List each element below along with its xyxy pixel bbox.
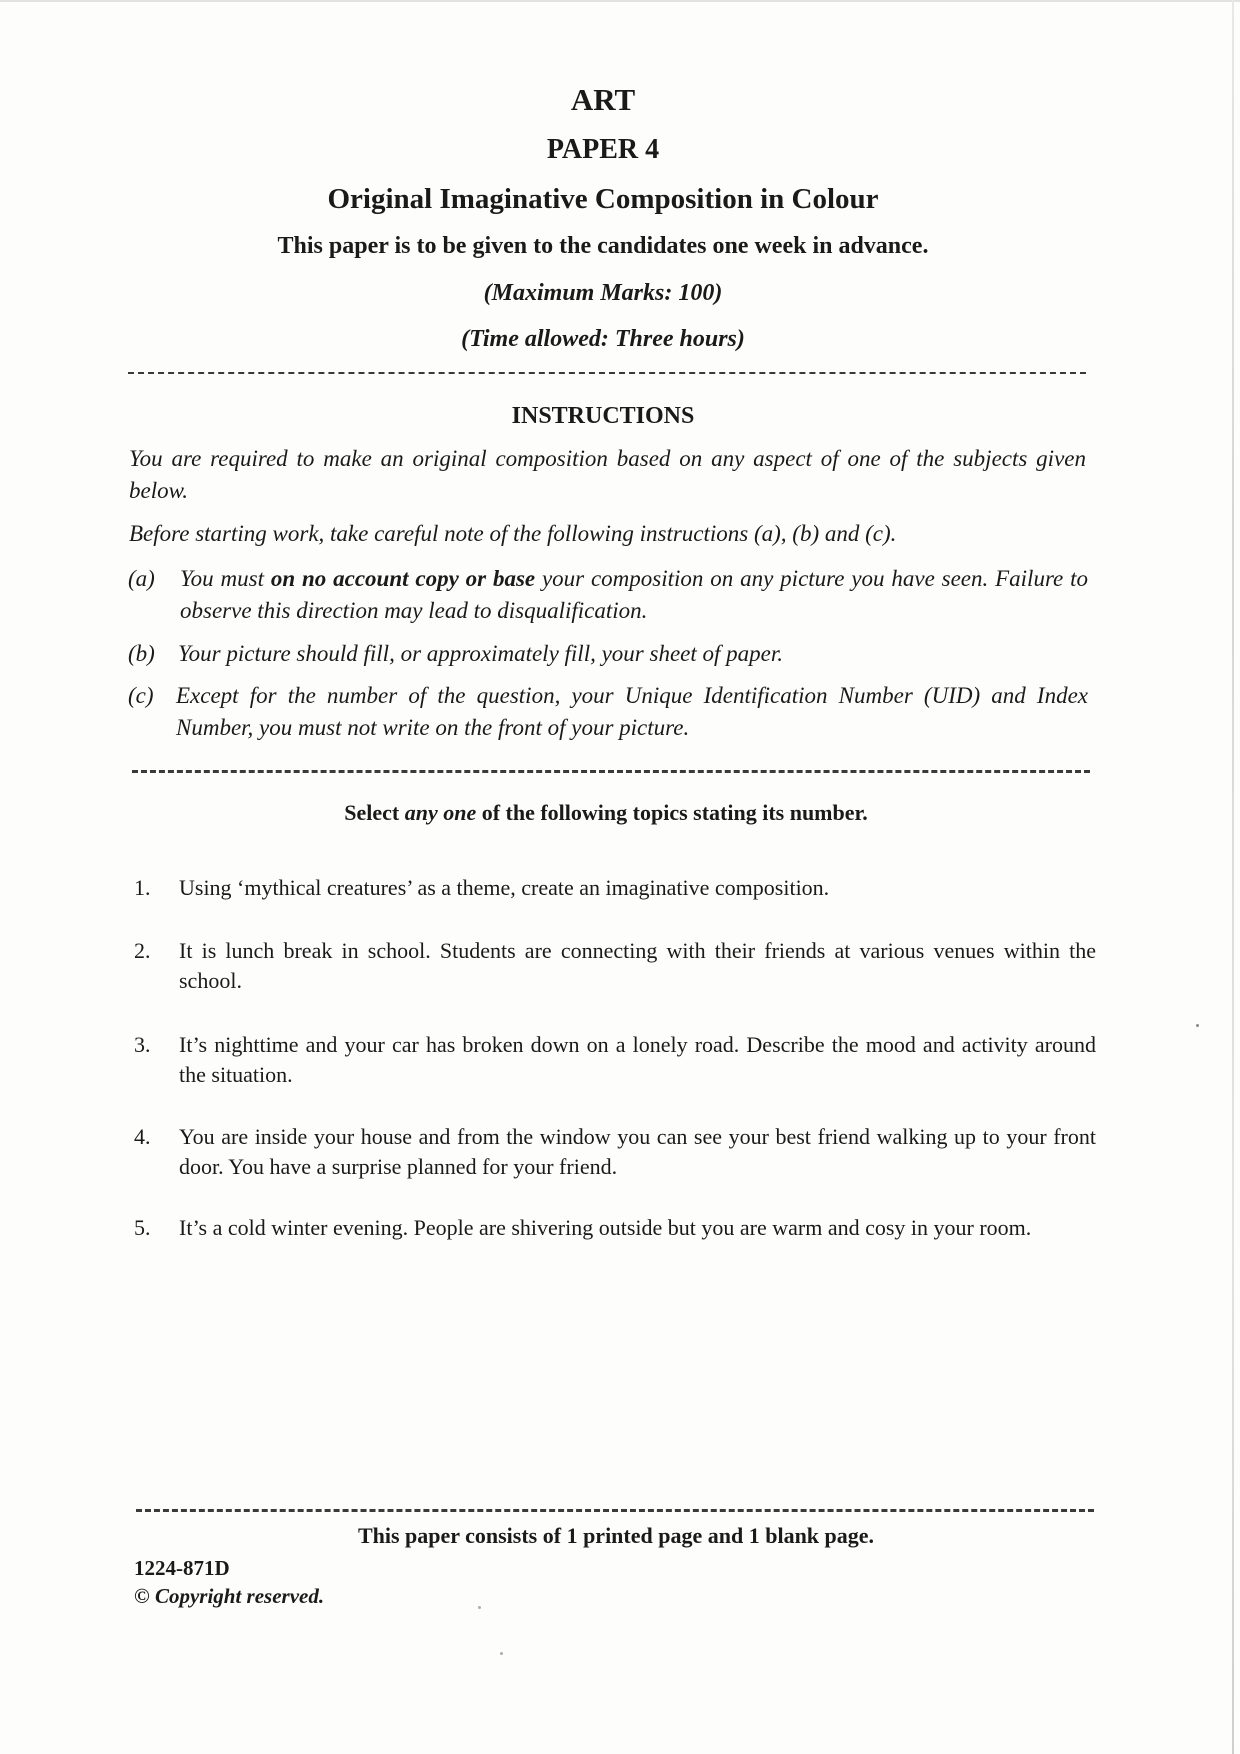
instruction-item [128,563,1088,627]
instructions-before: Before starting work, take careful note of the following instructions (a), (b) and (c). [129,521,897,546]
topic-number: 3. [134,1032,151,1057]
topic-item [134,1122,1096,1182]
instructions-heading: INSTRUCTIONS [511,403,695,429]
selection-emphasis: any one [404,800,477,825]
dashed-divider [132,770,1090,773]
topic-item [134,1213,1096,1243]
dashed-divider [136,1509,1094,1512]
instruction-text-post: your composition on any picture you have seen. Failure to observe this direction may lead to disqualification. [180,566,1088,623]
advance-note: This paper is to be given to the candidates one week in advance. [277,233,929,259]
instruction-label: (c) [128,683,154,708]
topic-number: 4. [134,1124,151,1149]
paper-code: 1224-871D [134,1556,230,1580]
instruction-label: (b) [128,641,155,666]
topic-text: It’s a cold winter evening. People are shivering outside but you are warm and cosy in your room. [179,1215,1032,1240]
dashed-divider [128,372,1086,374]
paper-number: PAPER 4 [546,134,660,165]
instruction-item [128,638,1088,670]
subject-heading: ART [570,82,636,117]
instruction-label: (a) [128,566,155,591]
instruction-text: Your picture should fill, or approximately fill, your sheet of paper. [178,641,784,666]
selection-post: of the following topics stating its number. [476,800,868,825]
instruction-text: Except for the number of the question, your Unique Identification Number (UID) and Index Number, you must not write on the front of your picture. [176,683,1088,740]
copyright-notice: © Copyright reserved. [134,1584,325,1608]
scan-speck [1196,1024,1199,1027]
topic-number: 5. [134,1215,151,1240]
instruction-text [180,563,1088,627]
topic-number: 2. [134,938,151,963]
topic-text: Using ‘mythical creatures’ as a theme, create an imaginative composition. [179,875,830,900]
pages-note: This paper consists of 1 printed page and 1 blank page. [357,1523,875,1548]
topic-selection-note [0,800,1212,826]
topic-text: You are inside your house and from the window you can see your best friend walking up to your front door. You have a surprise planned for your friend. [179,1124,1096,1179]
time-allowed: (Time allowed: Three hours) [461,326,745,352]
topic-item [134,1030,1096,1090]
instructions-intro: You are required to make an original composition based on any aspect of one of the subjects given below. [129,446,1086,503]
scan-edge-top [0,0,1240,2]
scan-speck [500,1652,503,1655]
selection-pre: Select [344,800,405,825]
paper-title: Original Imaginative Composition in Colour [327,183,879,215]
topic-text: It is lunch break in school. Students are connecting with their friends at various venues within the school. [179,938,1096,993]
topic-text: It’s nighttime and your car has broken down on a lonely road. Describe the mood and activity around the situation. [179,1032,1096,1087]
scan-edge-right [1232,0,1234,1754]
maximum-marks: (Maximum Marks: 100) [483,280,723,306]
topic-item [134,873,1096,903]
instruction-emphasis: on no account copy or base [270,566,536,591]
topic-number: 1. [134,875,151,900]
scan-speck [478,1606,481,1609]
topic-item [134,936,1096,996]
instruction-item [128,680,1088,744]
instruction-text-pre: You must [180,566,271,591]
